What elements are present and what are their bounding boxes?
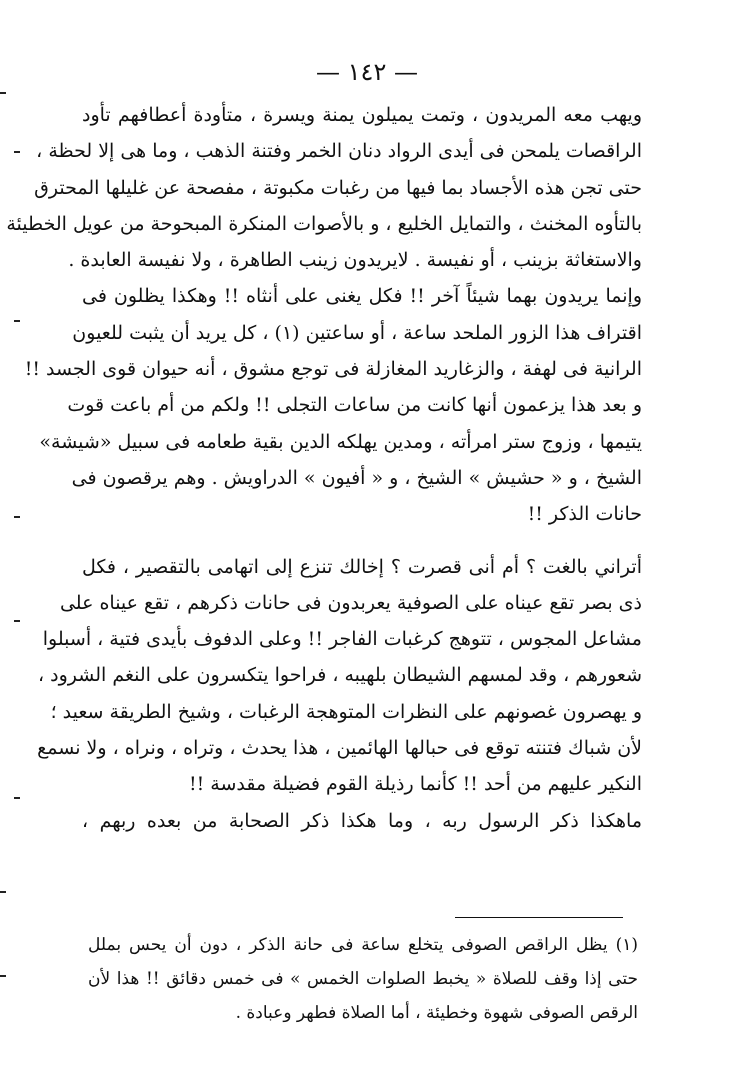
text-line: بالتأوه المخنث ، والتمايل الخليع ، و بالأصوات المنكرة المبحوحة من عويل الخطيئة <box>6 212 642 235</box>
text-line: يتيمها ، وزوج ستر امرأته ، ومدين يهلكه الدين بقية طعامه فى سبيل «شيشة» <box>39 430 642 453</box>
margin-mark <box>14 151 20 153</box>
text-line: وإنما يريدون بهما شيئاً آخر !! فكل يغنى على أنثاه !! وهكذا يظلون فى <box>82 285 642 308</box>
text-line: الراقصات يلمحن فى أيدى الرواد دنان الخمر وفتنة الذهب ، وما هى إلا لحظة ، <box>36 140 642 163</box>
text-line: ذى بصر تقع عيناه على الصوفية يعربدون فى حانات ذكرهم ، تقع عيناه على <box>59 591 642 614</box>
page-number: — ١٤٢ — <box>316 58 418 86</box>
text-line: و بعد هذا يزعمون أنها كانت من ساعات التجلى !! ولكم من أم باعت قوت <box>67 394 642 417</box>
text-line: حانات الذكر !! <box>527 503 642 526</box>
text-line: و يهصرون غصونهم على النظرات المتوهجة الرغبات ، وشيخ الطريقة سعيد ؛ <box>50 700 642 723</box>
footnote <box>88 928 638 1030</box>
margin-mark <box>14 516 20 518</box>
margin-mark <box>0 975 6 977</box>
body-text <box>6 97 642 839</box>
margin-mark <box>0 891 6 893</box>
text-line: ماهكذا ذكر الرسول ربه ، وما هكذا ذكر الصحابة من بعده ربهم ، <box>82 809 642 832</box>
text-line: لأن شباك فتنته توقع فى حبالها الهائمين ، هذا يحدث ، وتراه ، ونراه ، ولا نسمع <box>37 737 642 760</box>
text-line: الشيخ ، و « حشيش » الشيخ ، و « أفيون » الدراويش . وهم يرقصون فى <box>71 466 642 489</box>
footnote-rule <box>455 917 623 918</box>
footnote-line: الرقص الصوفى شهوة وخطيئة ، أما الصلاة فطهر وعبادة . <box>235 1003 638 1023</box>
text-line: اقتراف هذا الزور الملحد ساعة ، أو ساعتين (١) ، كل يريد أن يثبت للعيون <box>72 321 642 344</box>
text-line: ويهب معه المريدون ، وتمت يميلون يمنة ويسرة ، متأودة أعطافهم تأود <box>82 104 642 126</box>
text-line: أتراني بالغت ؟ أم أنى قصرت ؟ إخالك تنزع إلى اتهامى بالتقصير ، فكل <box>82 555 642 578</box>
margin-mark <box>0 92 6 94</box>
footnote-line: حتى إذا وقف للصلاة « يخبط الصلوات الخمس » فى خمس دقائق !! هذا لأن <box>88 969 638 989</box>
text-line: والاستغاثة بزينب ، أو نفيسة . لايريدون زينب الطاهرة ، ولا نفيسة العابدة . <box>68 249 642 272</box>
text-line: مشاعل المجوس ، تتوهج كرغبات الفاجر !! وعلى الدفوف بأيدى فتية ، أسبلوا <box>42 628 642 651</box>
footnote-line: (١) يظل الراقص الصوفى يتخلع ساعة فى حانة الذكر ، دون أن يحس بملل <box>88 935 638 955</box>
text-line: الرانية فى لهفة ، والزغاريد المغازلة فى توجع مشوق ، أنه حيوان قوى الجسد !! <box>24 358 642 381</box>
text-line: النكير عليهم من أحد !! كأنما رذيلة القوم فضيلة مقدسة !! <box>188 773 642 796</box>
text-line: شعورهم ، وقد لمسهم الشيطان بلهيبه ، فراحوا يتكسرون على النغم الشرود ، <box>37 664 642 687</box>
margin-mark <box>14 320 20 322</box>
margin-mark <box>14 797 20 799</box>
margin-mark <box>14 620 20 622</box>
text-line: حتى تجن هذه الأجساد بما فيها من رغبات مكبوتة ، مفصحة عن غليلها المحترق <box>34 176 642 199</box>
paragraph-gap <box>82 533 642 549</box>
